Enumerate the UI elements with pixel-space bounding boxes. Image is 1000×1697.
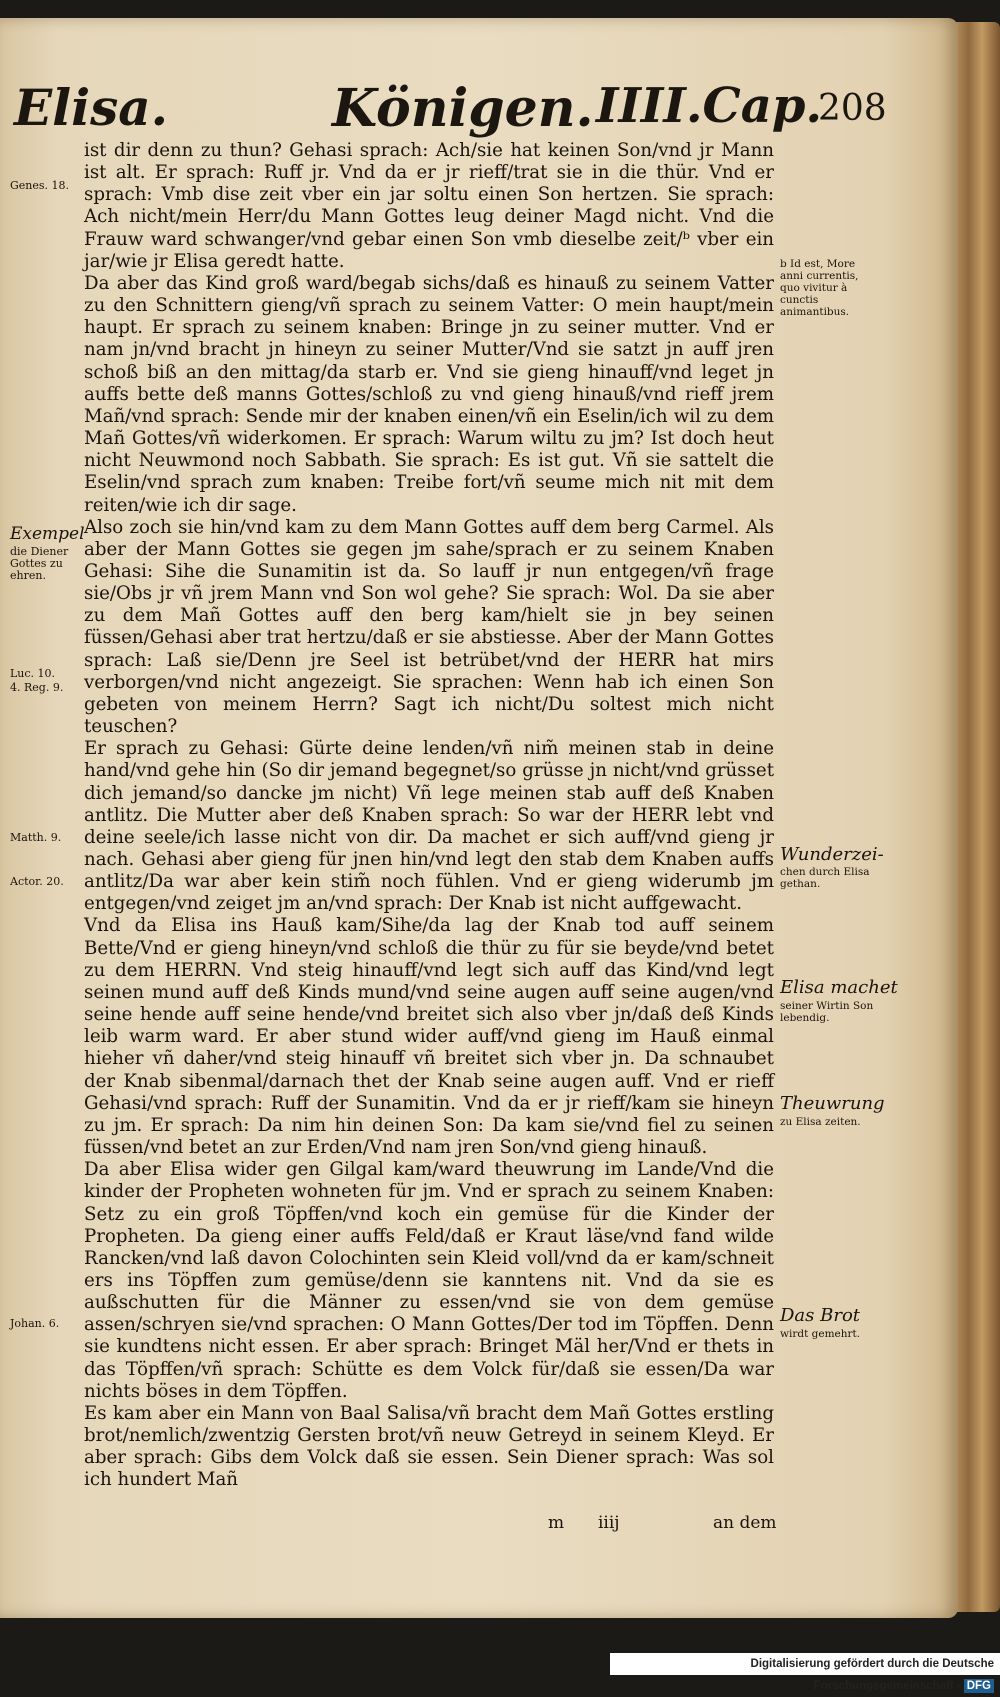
margin-note: b Id est, More anni currentis, quo vivitur à cunctis animantibus. (780, 258, 859, 318)
margin-ref: Matth. 9. (10, 831, 62, 844)
dfg-logo: DFG (964, 1679, 994, 1693)
margin-ref: Genes. 18. (10, 179, 70, 192)
book-edge (955, 22, 1000, 1612)
main-text (84, 140, 774, 1492)
header-center: Königen. (332, 78, 594, 139)
header-left: Elisa. (14, 78, 169, 137)
credit-text: Digitalisierung gefördert durch die Deutsche Forschungsgemeinschaft - (750, 1658, 994, 1692)
paragraph: Da aber das Kind groß ward/begab sichs/daß es hinauß zu seinem Vatter zu den Schnittern gieng/vñ sprach zu seinem Vatter: O mein haupt/mein haupt. Er sprach zu seinem knaben: Bringe jn zu seiner mutter. Vnd er nam jn/vnd bracht jn hineyn zu seiner Mutter/Vnd sie satzt jn auff jren schoß biß an den mittag/da starb er. Vnd sie gieng hinauff/vnd leget jn auffs bette deß manns Gottes/schloß zu vnd gieng hinauß/vnd rieff jrem Mañ/vnd sprach: Sende mir der knaben einen/vñ ein Eselin/ich wil zu dem Mañ Gottes/vñ widerkomen. Er sprach: Warum wiltu zu jm? Ist doch heut nicht Neuwmond noch Sabbath. Sie sprach: Es ist gut. Vñ sie sattelt die Eselin/vnd sprach zum knaben: Treibe fort/vñ seume mich nit mit dem reiten/wie ich dir sage. (84, 272, 774, 516)
digitization-credit (610, 1653, 1000, 1692)
paragraph: Er sprach zu Gehasi: Gürte deine lenden/vñ nim̃ meinen stab in deine hand/vnd gehe hin (So dir jemand begegnet/so grüsse jn nicht/vnd grüsset dich jemand/so dancke jm nicht) Vñ lege meinen stab auff deß Knaben antlitz. Die Mutter aber deß Knaben sprach: So war der HERR lebt vnd deine seele/ich lasse nicht von dir. Da machet er sich auff/vnd gieng jr nach. Gehasi aber gieng für jnen hin/vnd legt den stab dem Knaben auffs antlitz/Da war aber kein stim̃ noch fühlen. Vnd er gieng widerumb jm entgegen/vnd zeiget jm an/vnd sprach: Der Knab ist nicht auffgewacht. (84, 738, 774, 915)
margin-ref: Luc. 10. (10, 667, 56, 680)
margin-heading: Wunderzei- (780, 844, 884, 865)
signature-number: iiij (598, 1513, 620, 1533)
margin-heading: Exempel (10, 524, 85, 544)
margin-ref: Actor. 20. (10, 875, 64, 888)
signature-mark: m (548, 1513, 565, 1533)
margin-note: wirdt gemehrt. (780, 1328, 861, 1340)
margin-heading: Elisa machet (780, 977, 898, 998)
margin-note: chen durch Elisa gethan. (780, 866, 870, 890)
paragraph: Es kam aber ein Mann von Baal Salisa/vñ bracht dem Mañ Gottes erstling brot/nemlich/zwentzig Gersten brot/vñ neuw Getreyd in seinem Kleyd. Er aber sprach: Gibs dem Volck daß sie essen. Sein Diener sprach: Was sol ich hundert Mañ (84, 1402, 774, 1491)
margin-heading: Theuwrung (780, 1093, 885, 1114)
paragraph: Vnd da Elisa ins Hauß kam/Sihe/da lag der Knab tod auff seinem Bette/Vnd er gieng hineyn/vnd schloß die thür zu für sie beyde/vnd betet zu dem HERRN. Vnd steig hinauff/vnd legt sich auff das Kind/vnd legt seinen mund auff deß Kinds mund/vnd seine augen auff seine augen/vnd seine hende auff seine hende/vnd breitet sich also vber jn/daß deß Kinds leib warm ward. Er aber stund wider auff/vnd gieng im Hauß einmal hieher vñ daher/vnd steig hinauff vñ breitet sich vber jn. Da schnaubet der Knab sibenmal/darnach thet der Knab seine augen auff. Vnd er rieff Gehasi/vnd sprach: Ruff der Sunamitin. Vnd da er jr rieff/kam sie hineyn zu jm. Er sprach: Da nim hin deinen Son: Da kam sie/vnd fiel zu seinen füssen/vnd betet an zur Erden/Vnd nam jren Son/vnd gieng hinauß. (84, 915, 774, 1159)
page-number: 208 (818, 88, 887, 129)
catchword: an dem (713, 1513, 777, 1533)
paragraph: Da aber Elisa wider gen Gilgal kam/ward theuwrung im Lande/Vnd die kinder der Propheten wohneten für jm. Vnd er sprach zu seinem Knaben: Setz zu ein groß Töpffen/vnd koch ein gemüse für die Kinder der Propheten. Da gieng einer auffs Feld/daß er Kraut läse/vnd fand wilde Rancken/vnd laß davon Colochinten sein Kleid voll/vnd da er kam/schneit ers ins Töpffen zum gemüse/denn sie kanntens nit. Vnd da sie es außschutten für die Männer zu essen/vnd sie von dem gemüse assen/schryen sie/vnd sprachen: O Mann Gottes/Der tod im Töpffen. Denn sie kundtens nicht essen. Er aber sprach: Bringet Mäl her/Vnd er thets in das Töpffen/vñ sprach: Schütte es dem Volck für/daß sie essen/Da war nichts böses in dem Töpffen. (84, 1159, 774, 1402)
margin-note: zu Elisa zeiten. (780, 1116, 861, 1128)
header-right: IIII.Cap. (596, 78, 823, 134)
margin-note: die Diener Gottes zu ehren. (10, 545, 69, 582)
margin-note: seiner Wirtin Son lebendig. (780, 1000, 874, 1024)
margin-ref: 4. Reg. 9. (10, 681, 64, 694)
margin-ref: Johan. 6. (10, 1317, 60, 1330)
margin-heading: Das Brot (780, 1305, 861, 1326)
paragraph: ist dir denn zu thun? Gehasi sprach: Ach/sie hat keinen Son/vnd jr Mann ist alt. Er sprach: Ruff jr. Vnd da er jr rieff/trat sie in die thür. Vnd er sprach: Vmb dise zeit vber ein jar soltu einen Son hertzen. Sie sprach: Ach nicht/mein Herr/du Mann Gottes leug deiner Magd nicht. Vnd die Frauw ward schwanger/vnd gebar einen Son vmb dieselbe zeit/ᵇ vber ein jar/wie jr Elisa geredt hatte. (84, 140, 774, 272)
paragraph: Also zoch sie hin/vnd kam zu dem Mann Gottes auff dem berg Carmel. Als aber der Mann Gottes sie gegen jm sahe/sprach er zu seinem Knaben Gehasi: Sihe die Sunamitin ist da. So lauff jr nun entgegen/vñ frage sie/Obs jr vñ jrem Mann vnd Son wol gehe? Sie sprach: Wol. Da sie aber zu dem Mañ Gottes auff den berg kam/hielt sie jn bey seinen füssen/Gehasi aber trat hertzu/daß er sie abstiesse. Aber der Mann Gottes sprach: Laß sie/Denn jre Seel ist betrübet/vnd der HERR hat mirs verborgen/vnd nicht angezeigt. Sie sprachen: Wenn hab ich einen Son gebeten von meinem Herrn? Sagt ich nicht/Du soltest mich nicht teuschen? (84, 516, 774, 738)
running-header (14, 78, 894, 144)
